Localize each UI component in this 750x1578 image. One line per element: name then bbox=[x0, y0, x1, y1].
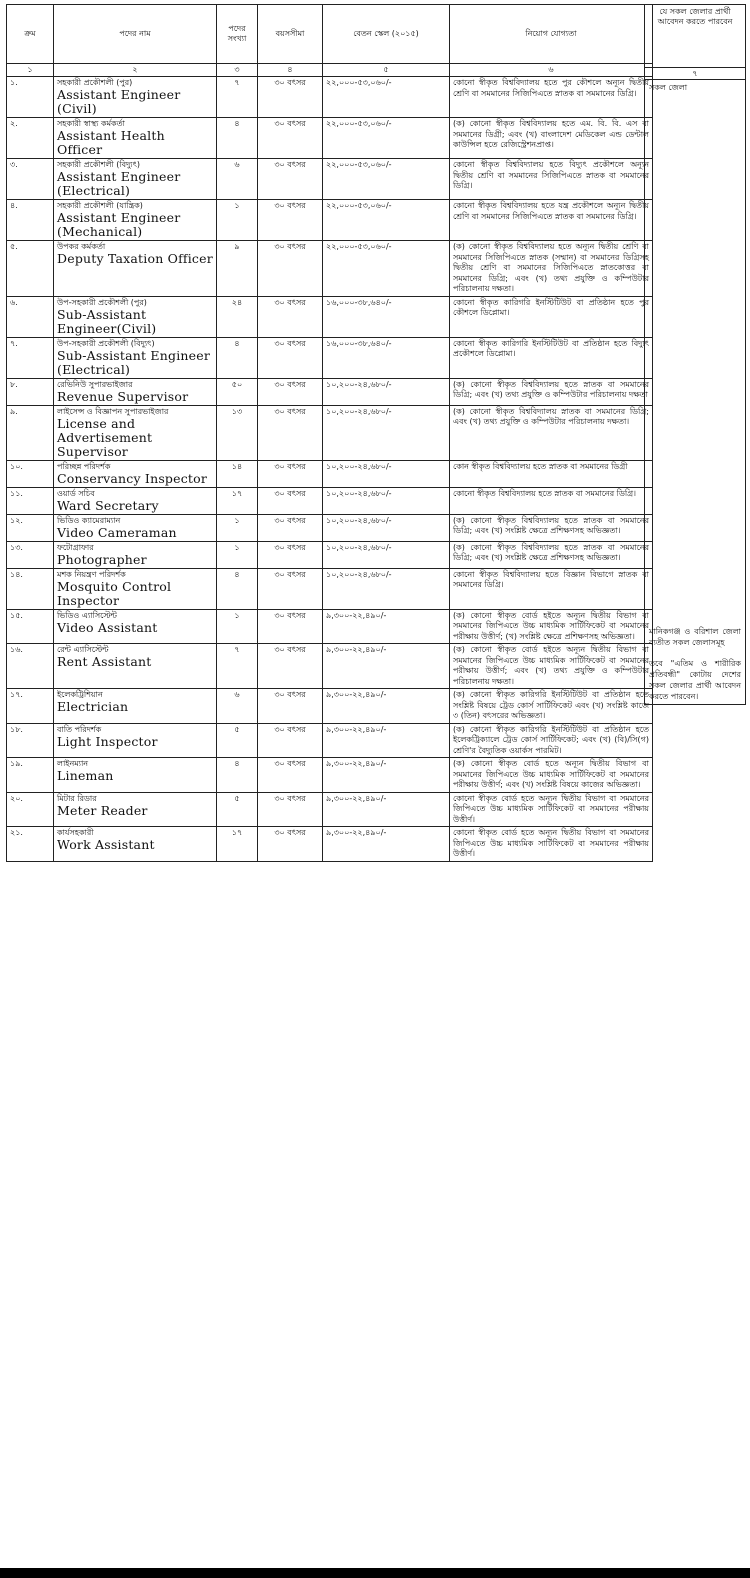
table-row bbox=[7, 405, 653, 460]
post-name-cell bbox=[54, 200, 217, 241]
post-count-cell: ১৩ bbox=[217, 405, 258, 460]
table-row bbox=[7, 337, 653, 378]
age-limit-cell: ৩০ বৎসর bbox=[258, 159, 323, 200]
header-number: ৭ bbox=[645, 68, 745, 80]
age-limit-cell: ৩০ বৎসর bbox=[258, 460, 323, 487]
pay-scale-cell: ১০,২০০-২৪,৬৮০/- bbox=[323, 405, 450, 460]
header-number: ৪ bbox=[258, 64, 323, 77]
post-count-cell: ৪ bbox=[217, 568, 258, 609]
post-name-bangla: মশক নিয়ন্ত্রণ পরিদর্শক bbox=[57, 569, 126, 579]
qualification-cell: (ক) কোনো স্বীকৃত বোর্ড হইতে অন্যূন দ্বিতীয় বিভাগ বা সমমানের জিপিএতে উচ্চ মাধ্যমিক সার্টিফিকেট বা সমমানের পরীক্ষায় উত্তীর্ণ; (খ) সংশ্লিষ্ট ক্ষেত্রে প্রশিক্ষণসহ অভিজ্ঞতা। bbox=[450, 609, 653, 644]
table-row bbox=[7, 241, 653, 297]
serial-cell bbox=[7, 296, 54, 337]
serial-number: ৩. bbox=[10, 160, 18, 169]
age-limit-cell: ৩০ বৎসর bbox=[258, 609, 323, 644]
table-row bbox=[7, 723, 653, 758]
post-name-cell bbox=[54, 792, 217, 827]
district-quota-note: তবে "এতিম ও শারীরিক প্রতিবন্ধী" কোটায় দেশের সকল জেলার প্রার্থী আবেদন করতে পারবেন। bbox=[649, 659, 741, 701]
serial-number: ৪. bbox=[10, 201, 18, 210]
post-name-cell bbox=[54, 609, 217, 644]
post-count-cell: ৬ bbox=[217, 689, 258, 724]
pay-scale-cell: ৯,৩০০-২২,৪৯০/- bbox=[323, 644, 450, 689]
table-row bbox=[7, 541, 653, 568]
post-name-cell bbox=[54, 460, 217, 487]
post-name-cell bbox=[54, 337, 217, 378]
post-name-english: Assistant Engineer (Electrical) bbox=[57, 169, 181, 198]
post-count-cell: ১ bbox=[217, 541, 258, 568]
age-limit-cell: ৩০ বৎসর bbox=[258, 644, 323, 689]
serial-cell bbox=[7, 118, 54, 159]
table-row bbox=[7, 296, 653, 337]
qualification-cell: (ক) কোনো স্বীকৃত বিশ্ববিদ্যালয় হতে অন্যূন দ্বিতীয় শ্রেণি বা সমমানের সিজিপিএতে স্নাতক (সম্মান) বা সমমানের ডিগ্রিসহ দ্বিতীয় শ্রেণি বা সমমানের সিজিপিএতে স্নাতকোত্তর বা সমমানের ডিগ্রি; এবং (খ) তথ্য প্রযুক্তি ও কম্পিউটার পরিচালনায় দক্ষতা। bbox=[450, 241, 653, 297]
post-name-cell bbox=[54, 827, 217, 862]
post-count-cell: ১৭ bbox=[217, 487, 258, 514]
post-name-bangla: সহকারী স্বাস্থ্য কর্মকর্তা bbox=[57, 119, 125, 128]
post-name-english: Work Assistant bbox=[57, 837, 155, 852]
age-limit-cell: ৩০ বৎসর bbox=[258, 118, 323, 159]
serial-number: ১২. bbox=[10, 515, 23, 525]
pay-scale-cell: ১০,২০০-২৪,৬৮০/- bbox=[323, 514, 450, 541]
serial-number: ২০. bbox=[10, 793, 23, 803]
post-name-english: Ward Secretary bbox=[57, 497, 159, 513]
header-number: ৬ bbox=[450, 64, 653, 77]
post-count-cell: ৪ bbox=[217, 337, 258, 378]
post-count-cell: ৫ bbox=[217, 792, 258, 827]
header-number: ২ bbox=[54, 64, 217, 77]
post-name-cell bbox=[54, 77, 217, 118]
qualification-cell: কোনো স্বীকৃত বিশ্ববিদ্যালয় হতে বিদ্যুৎ প্রকৌশলে অন্যূন দ্বিতীয় শ্রেণি বা সমমানের সিজিপিএতে স্নাতক বা সমমানের ডিগ্রি। bbox=[450, 159, 653, 200]
post-name-english: Revenue Supervisor bbox=[57, 388, 189, 404]
post-name-bangla: ফটোগ্রাফার bbox=[57, 542, 94, 552]
post-name-english: Sub-Assistant Engineer (Electrical) bbox=[57, 347, 211, 377]
serial-number: ২১. bbox=[10, 828, 23, 837]
post-count-cell: ১ bbox=[217, 514, 258, 541]
post-name-bangla: কার্যসহকারী bbox=[57, 828, 94, 837]
serial-number: ১৫. bbox=[10, 610, 23, 620]
qualification-cell: কোনো স্বীকৃত কারিগরি ইনস্টিটিউট বা প্রতিষ্ঠান হতে পুর কৌশলে ডিপ্লোমা। bbox=[450, 296, 653, 337]
serial-cell bbox=[7, 337, 54, 378]
qualification-cell: কোনো স্বীকৃত কারিগরি ইনস্টিটিউট বা প্রতিষ্ঠান হতে বিদ্যুৎ প্রকৌশলে ডিপ্লোমা। bbox=[450, 337, 653, 378]
post-name-cell bbox=[54, 378, 217, 405]
pay-scale-cell: ৯,৩০০-২২,৪৯০/- bbox=[323, 827, 450, 862]
scan-bottom-edge bbox=[0, 1568, 750, 1578]
post-name-cell bbox=[54, 405, 217, 460]
header-district: যে সকল জেলার প্রার্থী আবেদন করতে পারবেন bbox=[645, 5, 745, 68]
serial-cell bbox=[7, 378, 54, 405]
serial-number: ১১. bbox=[10, 488, 23, 498]
pay-scale-cell: ১০,২০০-২৪,৬৮০/- bbox=[323, 460, 450, 487]
table-row bbox=[7, 568, 653, 609]
serial-number: ৬. bbox=[10, 297, 18, 307]
age-limit-cell: ৩০ বৎসর bbox=[258, 792, 323, 827]
post-name-bangla: সহকারী প্রকৌশলী (বিদ্যুৎ) bbox=[57, 160, 141, 169]
qualification-cell: কোনো স্বীকৃত বিশ্ববিদ্যালয় হতে পুর কৌশলে অন্যূন দ্বিতীয় শ্রেণি বা সমমানের সিজিপিএতে স্নাতক বা সমমানের ডিগ্রি। bbox=[450, 77, 653, 118]
serial-cell bbox=[7, 541, 54, 568]
age-limit-cell: ৩০ বৎসর bbox=[258, 827, 323, 862]
post-name-english: Sub-Assistant Engineer(Civil) bbox=[57, 306, 157, 336]
pay-scale-cell: ১০,২০০-২৪,৬৮০/- bbox=[323, 541, 450, 568]
post-name-cell bbox=[54, 644, 217, 689]
post-name-bangla: মিটার রিডার bbox=[57, 793, 97, 803]
post-name-english: Mosquito Control Inspector bbox=[57, 578, 172, 608]
post-name-cell bbox=[54, 241, 217, 297]
table-row bbox=[7, 118, 653, 159]
post-name-bangla: ভিডিও এ্যাসিস্টেন্ট bbox=[57, 610, 117, 620]
post-name-bangla: উপকর কর্মকর্তা bbox=[57, 242, 106, 251]
qualification-cell: কোনো স্বীকৃত বিশ্ববিদ্যালয় হতে যন্ত্র প্রকৌশলে অন্যূন দ্বিতীয় শ্রেণি বা সমমানের সিজিপিএতে স্নাতক বা সমমানের ডিগ্রি। bbox=[450, 200, 653, 241]
post-name-bangla: উপ-সহকারী প্রকৌশলী (বিদ্যুৎ) bbox=[57, 338, 155, 348]
post-name-english: Light Inspector bbox=[57, 733, 158, 749]
serial-cell bbox=[7, 689, 54, 724]
serial-number: ১৭. bbox=[10, 690, 23, 699]
recruitment-document bbox=[6, 4, 742, 862]
qualification-cell: (ক) কোনো স্বীকৃত বোর্ড হইতে অন্যূন দ্বিতীয় বিভাগ বা সমমানের জিপিএতে উচ্চ মাধ্যমিক সার্টিফিকেট বা সমমানের পরীক্ষায় উত্তীর্ণ; এবং (খ) তথ্য প্রযুক্তি ও কম্পিউটার পরিচালনায় দক্ষতা। bbox=[450, 644, 653, 689]
table-body bbox=[7, 77, 653, 862]
post-name-bangla: উপ-সহকারী প্রকৌশলী (পুর) bbox=[57, 297, 147, 307]
qualification-cell: কোনো স্বীকৃত বোর্ড হতে অন্যূন দ্বিতীয় বিভাগ বা সমমানের জিপিএতে উচ্চ মাধ্যমিক সার্টিফিকেট বা সমমানের পরীক্ষায় উত্তীর্ণ। bbox=[450, 827, 653, 862]
post-name-bangla: লাইসেন্স ও বিজ্ঞাপন সুপারভাইজার bbox=[57, 406, 169, 416]
pay-scale-cell: ৯,৩০০-২২,৪৯০/- bbox=[323, 689, 450, 724]
age-limit-cell: ৩০ বৎসর bbox=[258, 568, 323, 609]
serial-number: ১. bbox=[10, 78, 18, 87]
serial-cell bbox=[7, 460, 54, 487]
pay-scale-cell: ৯,৩০০-২২,৪৯০/- bbox=[323, 723, 450, 758]
post-count-cell: ১ bbox=[217, 609, 258, 644]
serial-number: ২. bbox=[10, 119, 18, 128]
header-row bbox=[7, 5, 653, 64]
table-row bbox=[7, 758, 653, 793]
serial-cell bbox=[7, 723, 54, 758]
post-name-english: Assistant Engineer (Civil) bbox=[57, 87, 181, 116]
serial-number: ৯. bbox=[10, 406, 18, 416]
age-limit-cell: ৩০ বৎসর bbox=[258, 296, 323, 337]
table-row bbox=[7, 514, 653, 541]
header-pay-scale: বেতন স্কেল (২০১৫) bbox=[323, 5, 450, 64]
table-row bbox=[7, 609, 653, 644]
serial-cell bbox=[7, 644, 54, 689]
table-row bbox=[7, 487, 653, 514]
table-row bbox=[7, 792, 653, 827]
pay-scale-cell: ২২,০০০-৫৩,০৬০/- bbox=[323, 241, 450, 297]
serial-cell bbox=[7, 487, 54, 514]
qualification-cell: (ক) কোনো স্বীকৃত বিশ্ববিদ্যালয় হতে স্নাতক বা সমমানের ডিগ্রি; এবং (খ) সংশ্লিষ্ট ক্ষেত্রে প্রশিক্ষণসহ অভিজ্ঞতা। bbox=[450, 514, 653, 541]
table-row bbox=[7, 689, 653, 724]
post-name-english: License and Advertisement Supervisor bbox=[57, 415, 153, 459]
post-name-bangla: পরিচ্ছন্ন পরিদর্শক bbox=[57, 461, 111, 471]
post-name-bangla: সহকারী প্রকৌশলী (পুর) bbox=[57, 78, 133, 87]
pay-scale-cell: ১৬,০০০-৩৮,৬৪০/- bbox=[323, 337, 450, 378]
serial-number: ১৬. bbox=[10, 645, 23, 654]
post-name-english: Deputy Taxation Officer bbox=[57, 251, 213, 266]
serial-number: ৭. bbox=[10, 338, 18, 348]
age-limit-cell: ৩০ বৎসর bbox=[258, 241, 323, 297]
table-row bbox=[7, 827, 653, 862]
post-count-cell: ৪ bbox=[217, 758, 258, 793]
serial-number: ১৮. bbox=[10, 724, 23, 734]
serial-cell bbox=[7, 609, 54, 644]
post-name-english: Rent Assistant bbox=[57, 654, 152, 669]
post-name-english: Lineman bbox=[57, 768, 114, 783]
header-number: ১ bbox=[7, 64, 54, 77]
table-row bbox=[7, 644, 653, 689]
header-number: ৩ bbox=[217, 64, 258, 77]
post-count-cell: ১ bbox=[217, 200, 258, 241]
qualification-cell: (ক) কোনো স্বীকৃত কারিগরি ইনস্টিটিউট বা প্রতিষ্ঠান হতে ইলেকট্রিক্যালে ট্রেড কোর্স সার্টিফিকেট; এবং (খ) (বি)/সি(গ) শ্রেণি'র বৈদ্যুতিক ওয়ার্কস পারমিট। bbox=[450, 723, 653, 758]
post-name-cell bbox=[54, 723, 217, 758]
post-name-bangla: ভিডিও ক্যামেরাম্যান bbox=[57, 515, 121, 525]
post-count-cell: ৬ bbox=[217, 159, 258, 200]
post-name-bangla: রেন্ট এ্যাসিস্টেন্ট bbox=[57, 645, 109, 654]
age-limit-cell: ৩০ বৎসর bbox=[258, 378, 323, 405]
post-count-cell: ৯ bbox=[217, 241, 258, 297]
post-name-cell bbox=[54, 541, 217, 568]
qualification-cell: কোন স্বীকৃত বিশ্ববিদ্যালয় হতে স্নাতক বা সমমানের ডিগ্রী bbox=[450, 460, 653, 487]
serial-cell bbox=[7, 405, 54, 460]
pay-scale-cell: ২২,০০০-৫৩,০৬০/- bbox=[323, 118, 450, 159]
post-name-english: Photographer bbox=[57, 551, 147, 567]
qualification-cell: (ক) কোনো স্বীকৃত বিশ্ববিদ্যালয় হতে স্নাতক বা সমমানের ডিগ্রি; এবং (খ) সংশ্লিষ্ট ক্ষেত্রে প্রশিক্ষণসহ অভিজ্ঞতা। bbox=[450, 541, 653, 568]
table-row bbox=[7, 77, 653, 118]
post-name-bangla: সহকারী প্রকৌশলী (যান্ত্রিক) bbox=[57, 201, 143, 210]
qualification-cell: কোনো স্বীকৃত বোর্ড হতে অন্যূন দ্বিতীয় বিভাগ বা সমমানের জিপিএতে উচ্চ মাধ্যমিক সার্টিফিকেট বা সমমানের পরীক্ষায় উত্তীর্ণ। bbox=[450, 792, 653, 827]
serial-number: ১৪. bbox=[10, 569, 23, 579]
post-name-cell bbox=[54, 296, 217, 337]
post-name-cell bbox=[54, 159, 217, 200]
post-count-cell: ৫০ bbox=[217, 378, 258, 405]
serial-cell bbox=[7, 568, 54, 609]
post-count-cell: ৫ bbox=[217, 723, 258, 758]
pay-scale-cell: ৯,৩০০-২২,৪৯০/- bbox=[323, 792, 450, 827]
district-exception: মানিকগঞ্জ ও বরিশাল জেলা ব্যতীত সকল জেলাসমূহ bbox=[649, 627, 741, 647]
header-number: ৫ bbox=[323, 64, 450, 77]
serial-cell bbox=[7, 514, 54, 541]
header-qualification: নিয়োগ যোগ্যতা bbox=[450, 5, 653, 64]
age-limit-cell: ৩০ বৎসর bbox=[258, 487, 323, 514]
header-number-row bbox=[7, 64, 653, 77]
post-name-cell bbox=[54, 758, 217, 793]
pay-scale-cell: ৯,৩০০-২২,৪৯০/- bbox=[323, 758, 450, 793]
post-name-english: Conservancy Inspector bbox=[57, 470, 208, 486]
pay-scale-cell: ২২,০০০-৫৩,০৬০/- bbox=[323, 159, 450, 200]
serial-cell bbox=[7, 827, 54, 862]
header-post-name: পদের নাম bbox=[54, 5, 217, 64]
qualification-cell: কোনো স্বীকৃত বিশ্ববিদ্যালয় হতে বিজ্ঞান বিভাগে স্নাতক বা সমমানের ডিগ্রি। bbox=[450, 568, 653, 609]
post-name-bangla: ওয়ার্ড সচিব bbox=[57, 488, 95, 498]
age-limit-cell: ৩০ বৎসর bbox=[258, 77, 323, 118]
post-name-cell bbox=[54, 514, 217, 541]
serial-cell bbox=[7, 77, 54, 118]
header-post-count: পদের সংখ্যা bbox=[217, 5, 258, 64]
serial-cell bbox=[7, 792, 54, 827]
pay-scale-cell: ১০,২০০-২৪,৬৮০/- bbox=[323, 568, 450, 609]
district-column bbox=[644, 4, 746, 705]
post-count-cell: ৪ bbox=[217, 118, 258, 159]
qualification-cell: (ক) কোনো স্বীকৃত কারিগরি ইনস্টিটিউট বা প্রতিষ্ঠান হতে সংশ্লিষ্ট বিষয়ে ট্রেড কোর্স সার্টিফিকেট এবং (খ) সংশ্লিষ্ট কাজে ৩ (তিন) বৎসরের অভিজ্ঞতা। bbox=[450, 689, 653, 724]
post-name-english: Video Assistant bbox=[57, 619, 158, 635]
table-row bbox=[7, 460, 653, 487]
serial-cell bbox=[7, 758, 54, 793]
qualification-cell: (ক) কোনো স্বীকৃত বিশ্ববিদ্যালয় স্নাতক বা সমমানের ডিগ্রি; এবং (খ) তথ্য প্রযুক্তি ও কম্পিউটার পরিচালনায় দক্ষতা। bbox=[450, 405, 653, 460]
serial-number: ১৩. bbox=[10, 542, 23, 552]
post-count-cell: ৭ bbox=[217, 644, 258, 689]
district-all: সকল জেলা bbox=[649, 83, 688, 92]
post-name-english: Video Cameraman bbox=[57, 524, 177, 540]
post-name-english: Meter Reader bbox=[57, 802, 148, 818]
serial-number: ১০. bbox=[10, 461, 23, 471]
serial-number: ১৯. bbox=[10, 759, 23, 768]
age-limit-cell: ৩০ বৎসর bbox=[258, 514, 323, 541]
post-name-bangla: লাইনম্যান bbox=[57, 759, 89, 768]
serial-cell bbox=[7, 241, 54, 297]
post-name-cell bbox=[54, 568, 217, 609]
post-name-cell bbox=[54, 487, 217, 514]
post-count-cell: ২৪ bbox=[217, 296, 258, 337]
age-limit-cell: ৩০ বৎসর bbox=[258, 758, 323, 793]
pay-scale-cell: ২২,০০০-৫৩,০৬০/- bbox=[323, 200, 450, 241]
age-limit-cell: ৩০ বৎসর bbox=[258, 337, 323, 378]
post-name-bangla: বাতি পরিদর্শক bbox=[57, 724, 102, 734]
age-limit-cell: ৩০ বৎসর bbox=[258, 405, 323, 460]
qualification-cell: (ক) কোনো স্বীকৃত বিশ্ববিদ্যালয় হতে স্নাতক বা সমমানের ডিগ্রি; এবং (খ) তথ্য প্রযুক্তি ও কম্পিউটার পরিচালনায় দক্ষতা bbox=[450, 378, 653, 405]
qualification-cell: (ক) কোনো স্বীকৃত বিশ্ববিদ্যালয় হতে এম. বি. বি. এস বা সমমানের ডিগ্রী; এবং (খ) বাংলাদেশ মেডিকেল এন্ড ডেন্টাল কাউন্সিল হতে রেজিস্ট্রেশনপ্রাপ্ত। bbox=[450, 118, 653, 159]
pay-scale-cell: ১৬,০০০-৩৮,৬৪০/- bbox=[323, 296, 450, 337]
serial-cell bbox=[7, 159, 54, 200]
pay-scale-cell: ১০,২০০-২৪,৬৮০/- bbox=[323, 487, 450, 514]
post-name-english: Assistant Health Officer bbox=[57, 128, 165, 157]
age-limit-cell: ৩০ বৎসর bbox=[258, 541, 323, 568]
header-age-limit: বয়সসীমা bbox=[258, 5, 323, 64]
post-count-cell: ১৪ bbox=[217, 460, 258, 487]
table-row bbox=[7, 200, 653, 241]
age-limit-cell: ৩০ বৎসর bbox=[258, 200, 323, 241]
pay-scale-cell: ১০,২০০-২৪,৬৮০/- bbox=[323, 378, 450, 405]
post-name-english: Electrician bbox=[57, 699, 129, 714]
pay-scale-cell: ৯,৩০০-২২,৪৯০/- bbox=[323, 609, 450, 644]
post-name-bangla: রেভিনিউ সুপারভাইজার bbox=[57, 379, 133, 389]
post-count-cell: ১৭ bbox=[217, 827, 258, 862]
qualification-cell: কোনো স্বীকৃত বিশ্ববিদ্যালয় হতে স্নাতক বা সমমানের ডিগ্রি। bbox=[450, 487, 653, 514]
post-name-cell bbox=[54, 689, 217, 724]
pay-scale-cell: ২২,০০০-৫৩,০৬০/- bbox=[323, 77, 450, 118]
serial-number: ৫. bbox=[10, 242, 18, 251]
age-limit-cell: ৩০ বৎসর bbox=[258, 689, 323, 724]
post-name-bangla: ইলেকট্রিশিয়ান bbox=[57, 690, 103, 699]
serial-cell bbox=[7, 200, 54, 241]
serial-number: ৮. bbox=[10, 379, 18, 389]
post-name-cell bbox=[54, 118, 217, 159]
post-count-cell: ৭ bbox=[217, 77, 258, 118]
recruitment-table bbox=[6, 4, 653, 862]
qualification-cell: (ক) কোনো স্বীকৃত বোর্ড হতে অন্যূন দ্বিতীয় বিভাগ বা সমমানের জিপিএতে উচ্চ মাধ্যমিক সার্টিফিকেট বা সমমানের পরীক্ষায় উত্তীর্ণ; এবং (খ) সংশ্লিষ্ট বিষয়ে কাজের অভিজ্ঞতা। bbox=[450, 758, 653, 793]
table-row bbox=[7, 159, 653, 200]
age-limit-cell: ৩০ বৎসর bbox=[258, 723, 323, 758]
table-row bbox=[7, 378, 653, 405]
post-name-english: Assistant Engineer (Mechanical) bbox=[57, 210, 181, 239]
header-serial: ক্রম bbox=[7, 5, 54, 64]
